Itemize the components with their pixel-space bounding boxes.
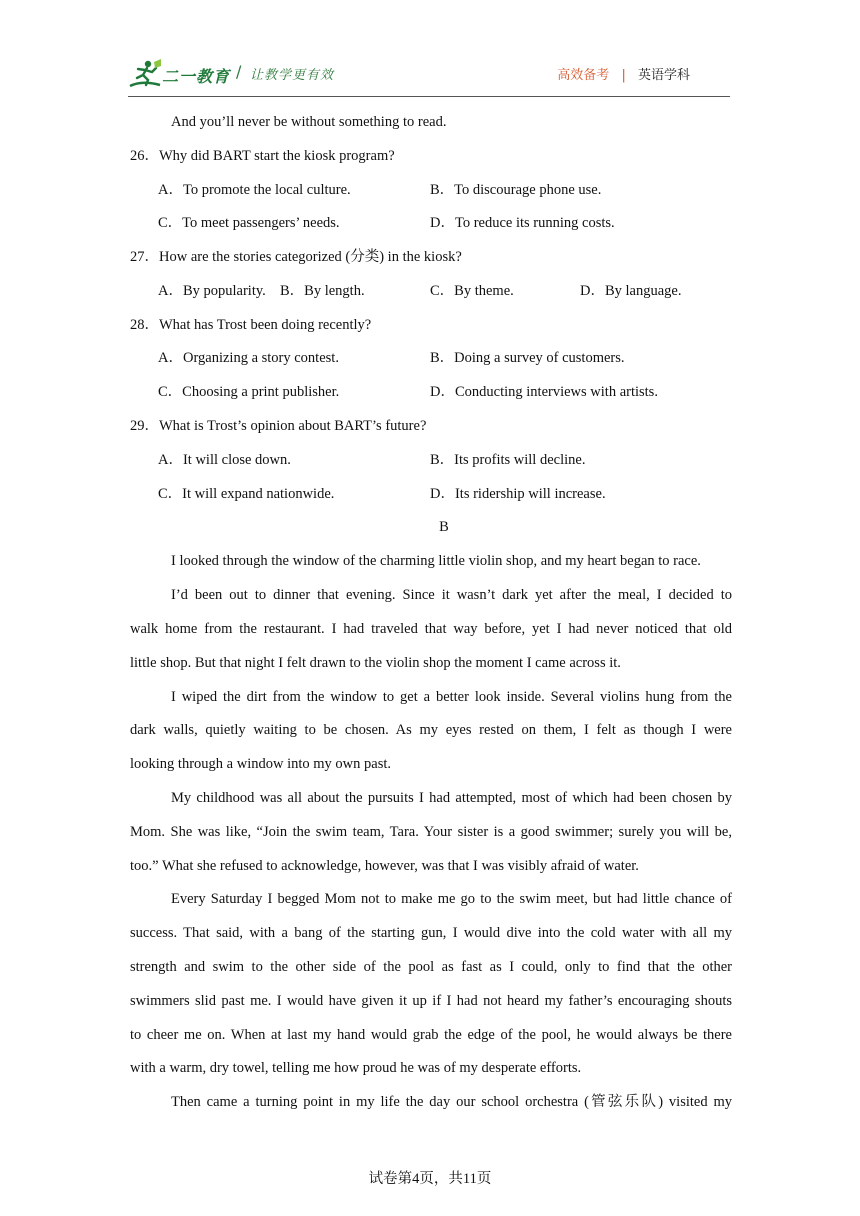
passage-line: to cheer me on. When at last my hand would grab the edge of the pool, he would always be there [130,1027,732,1043]
question-28-option-b: B．Doing a survey of customers. [430,350,625,366]
question-27-option-b: B．By length. [280,283,365,299]
header-label-subject: 英语学科 [637,68,690,83]
question-29-stem: 29．What is Trost’s opinion about BART’s future? [130,418,427,434]
intro-line: And you’ll never be without something to read. [171,114,447,130]
question-29-option-d: D．Its ridership will increase. [430,486,606,502]
passage-line: little shop. But that night I felt drawn to the violin shop the moment I came across it. [130,655,621,671]
logo-text: 二一教育 [162,67,231,86]
page-footer: 试卷第4页，共11页 [368,1171,492,1187]
passage-line: too.” What she refused to acknowledge, however, was that I was visibly afraid of water. [130,858,639,874]
question-29-option-c: C．It will expand nationwide. [158,486,335,502]
header-separator: | [621,68,626,83]
passage-line: Then came a turning point in my life the day our school orchestra (管弦乐队) visited my [171,1094,732,1110]
passage-line: looking through a window into my own past. [130,756,391,772]
header-slash: / [236,62,242,81]
header-divider [128,96,730,97]
passage-line: Mom. She was like, “Join the swim team, Tara. Your sister is a good swimmer; surely you will be, [130,824,732,840]
logo [128,58,238,90]
runner-icon [128,58,162,88]
page-header [128,56,730,98]
section-label: B [439,519,449,535]
passage-line: I wiped the dirt from the window to get a better look inside. Several violins hung from the [171,689,732,705]
passage-line: with a warm, dry towel, telling me how proud he was of my desperate efforts. [130,1060,582,1076]
passage-line: success. That said, with a bang of the starting gun, I would dive into the cold water with all my [130,925,732,941]
question-28-option-c: C．Choosing a print publisher. [158,384,340,400]
passage-line: I looked through the window of the charming little violin shop, and my heart began to race. [171,553,701,569]
passage-line: Every Saturday I begged Mom not to make me go to the swim meet, but had little chance of [171,891,732,907]
question-27-option-c: C．By theme. [430,283,514,299]
question-28-option-a: A．Organizing a story contest. [158,350,339,366]
question-26-stem: 26．Why did BART start the kiosk program? [130,148,395,164]
header-label-efficient-prep: 高效备考 [557,68,610,83]
passage-line: I’d been out to dinner that evening. Since it wasn’t dark yet after the meal, I decided to [171,587,732,603]
question-26-option-b: B．To discourage phone use. [430,182,602,198]
question-28-stem: 28．What has Trost been doing recently? [130,317,372,333]
question-26-option-c: C．To meet passengers’ needs. [158,215,340,231]
passage-line: My childhood was all about the pursuits I had attempted, most of which had been chosen by [171,790,732,806]
header-slogan: 让教学更有效 [250,68,335,83]
passage-line: dark walls, quietly waiting to be chosen. As my eyes rested on them, I felt as though I were [130,722,732,738]
question-29-option-b: B．Its profits will decline. [430,452,586,468]
passage-line: walk home from the restaurant. I had traveled that way before, yet I had never noticed that old [130,621,732,637]
question-26-option-a: A．To promote the local culture. [158,182,351,198]
question-27-stem: 27．How are the stories categorized (分类) in the kiosk? [130,249,462,265]
passage-line: strength and swim to the other side of the pool as fast as I could, only to find that the other [130,959,732,975]
question-27-option-a: A．By popularity. [158,283,266,299]
question-28-option-d: D．Conducting interviews with artists. [430,384,658,400]
question-26-option-d: D．To reduce its running costs. [430,215,615,231]
question-27-option-d: D．By language. [580,283,682,299]
header-right [557,64,690,83]
question-29-option-a: A．It will close down. [158,452,291,468]
passage-line: swimmers slid past me. I would have given it up if I had not heard my father’s encouraging shouts [130,993,732,1009]
